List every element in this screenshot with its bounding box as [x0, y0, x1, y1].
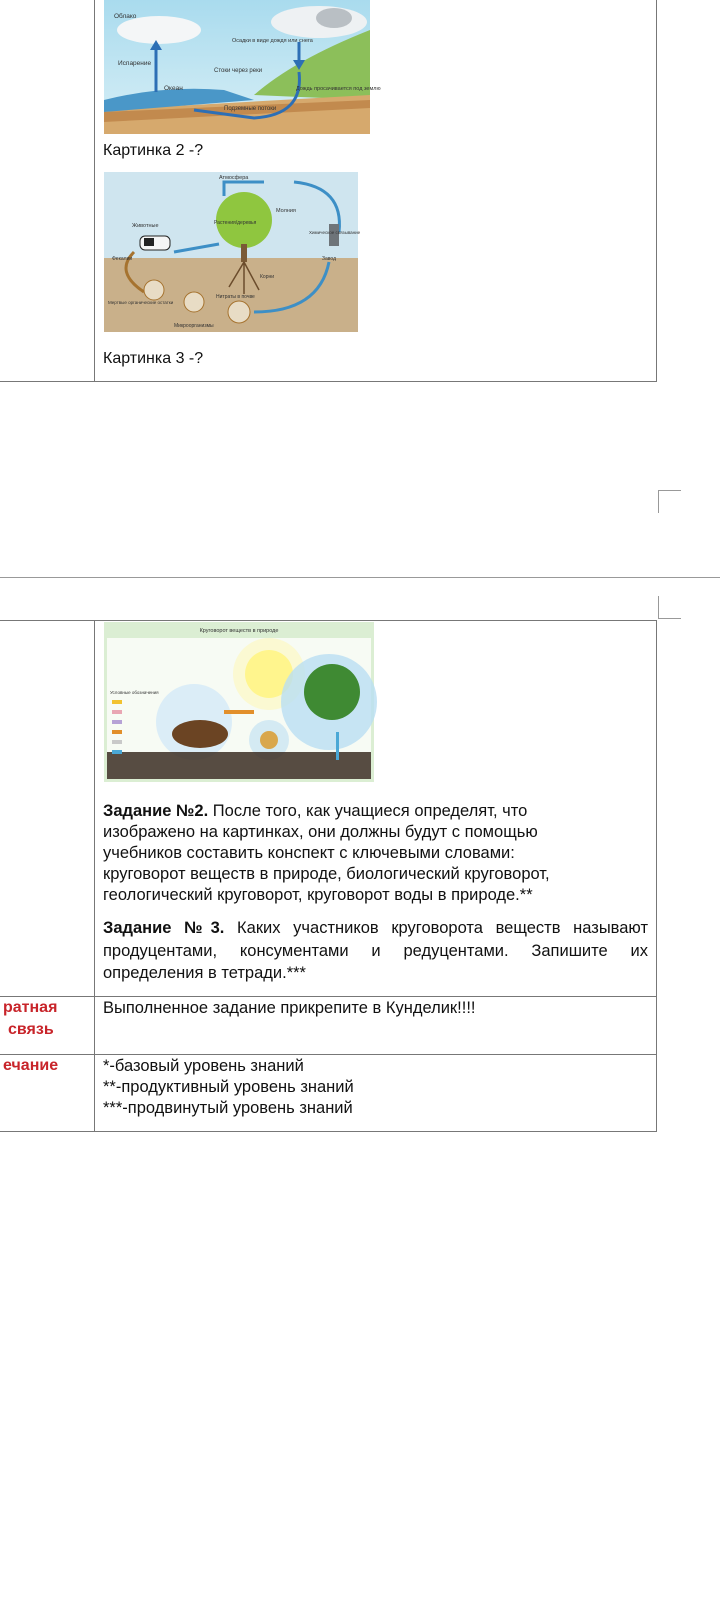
task-3-label: Задание №3. — [103, 919, 225, 937]
water-cycle-label: Океан — [164, 85, 183, 92]
table1-column-divider — [94, 0, 95, 382]
substance-cycle-figure — [104, 622, 374, 782]
task-2-label: Задание №2. — [103, 802, 209, 820]
caption-picture-3: Картинка 3 -? — [103, 350, 204, 367]
note-item: **-продуктивный уровень знаний — [103, 1078, 354, 1096]
task-2-line: После того, как учащиеся определят, что — [212, 802, 528, 820]
substance-cycle-legend-title: Условные обозначения — [110, 690, 159, 695]
water-cycle-label: Облако — [114, 13, 137, 20]
water-cycle-label: Осадки в виде дождя или снега — [232, 38, 313, 44]
water-cycle-label: Испарение — [118, 60, 152, 67]
nitrogen-cycle-label: Нитраты в почве — [216, 294, 255, 300]
task-3-text: Каких участников круговорота веществ называют продуцентами, консументами и редуцентами. Запишите их определения в тетради.*** — [103, 919, 649, 982]
note-item: ***-продвинутый уровень знаний — [103, 1099, 353, 1117]
task-3 — [103, 917, 648, 985]
nitrogen-cycle-label: Мертвые органические остатки — [108, 300, 174, 305]
table2-column-divider — [94, 620, 95, 1132]
task-2-line: изображено на картинках, они должны будут с помощью — [103, 823, 538, 841]
note-item: *-базовый уровень знаний — [103, 1057, 304, 1075]
feedback-label — [0, 997, 92, 1041]
nitrogen-cycle-label: Атмосфера — [219, 175, 249, 181]
caption-picture-2: Картинка 2 -? — [103, 142, 204, 159]
nitrogen-cycle-label: Завод — [322, 256, 336, 262]
note-list — [103, 1056, 354, 1119]
water-cycle-label: Стоки через реки — [214, 68, 263, 74]
table2-right-border — [656, 620, 657, 1132]
table2-top-border — [0, 620, 657, 621]
nitrogen-cycle-label: Корни — [260, 274, 275, 280]
substance-cycle-title: Круговорот веществ в природе — [199, 628, 279, 634]
crop-mark-top — [658, 490, 681, 513]
nitrogen-cycle-label: Фекалии — [112, 256, 133, 262]
feedback-label-line: ратная — [3, 999, 58, 1016]
page-separator — [0, 577, 720, 578]
task-2 — [103, 801, 647, 906]
nitrogen-cycle-label: Растения/деревья — [214, 220, 257, 226]
nitrogen-cycle-label: Микроорганизмы — [174, 323, 214, 329]
water-cycle-label: Дождь просачивается под землю — [296, 86, 381, 92]
nitrogen-cycle-figure — [104, 172, 361, 332]
note-label: ечание — [3, 1057, 59, 1074]
feedback-label-line: связь — [8, 1021, 54, 1038]
table1-right-border — [656, 0, 657, 382]
nitrogen-cycle-label: Молния — [276, 208, 296, 214]
table2-bottom-border — [0, 1131, 657, 1132]
task-2-line: учебников составить конспект с ключевыми словами: — [103, 844, 515, 862]
task-2-line: геологический круговорот, круговорот воды в природе.** — [103, 886, 533, 904]
nitrogen-cycle-label: Химическое связывание — [309, 230, 361, 235]
row-divider-note — [0, 1054, 657, 1055]
table1-bottom-border — [0, 381, 657, 382]
nitrogen-cycle-label: Животные — [132, 223, 159, 229]
crop-mark-bottom — [658, 596, 681, 619]
water-cycle-label: Подземные потоки — [224, 106, 277, 112]
task-2-line: круговорот веществ в природе, биологический круговорот, — [103, 865, 550, 883]
feedback-text: Выполненное задание прикрепите в Кунделик!!!! — [103, 999, 476, 1017]
row-divider-feedback — [0, 996, 657, 997]
water-cycle-figure — [104, 0, 381, 134]
